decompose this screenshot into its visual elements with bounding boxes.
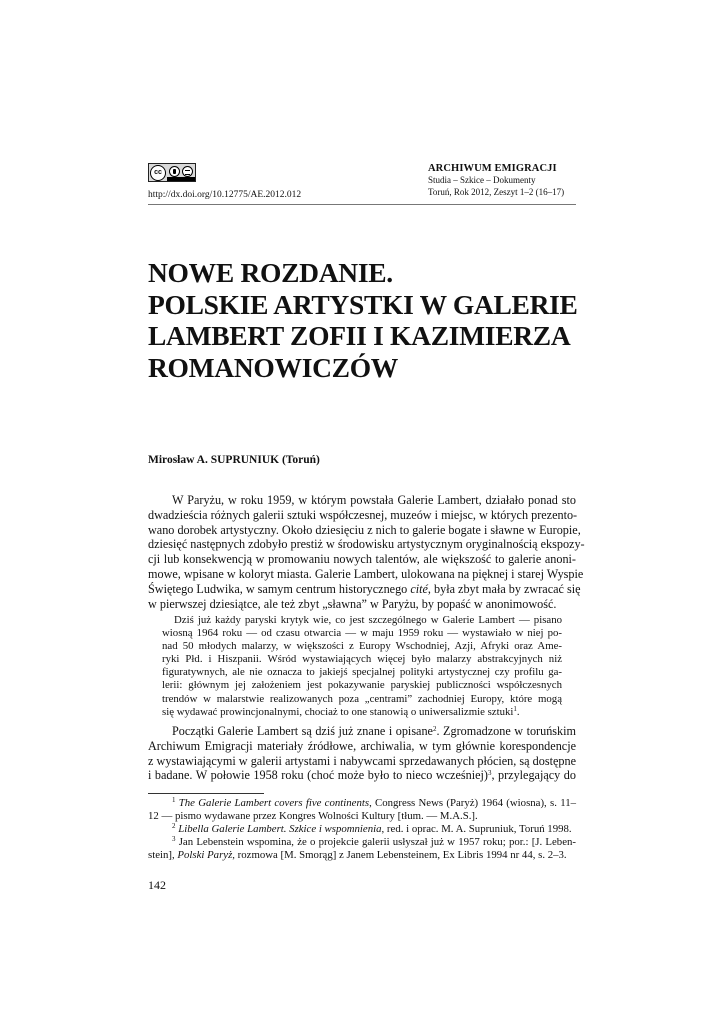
text-line: W Paryżu, w roku 1959, w którym powstała Galerie Lambert, działało ponad sto	[172, 493, 576, 507]
quote-line: lerii: głównym jej założeniem jest pokazywanie paryskiej publiczności współczesnych	[162, 679, 562, 692]
attribution-icon	[169, 166, 180, 177]
block-quote	[162, 614, 562, 719]
paragraph-2	[148, 724, 576, 783]
journal-issue: Toruń, Rok 2012, Zeszyt 1–2 (16–17)	[428, 187, 565, 197]
text-line: Archiwum Emigracji materiały źródłowe, archiwalia, w tym głównie korespondencje	[148, 738, 576, 753]
title-line: LAMBERT ZOFII I KAZIMIERZA	[148, 320, 571, 351]
license-strip	[167, 177, 195, 181]
text-line: wano dorobek artystyczny. Około dziesięciu z nich to galerie bogate i sławne w Europie,	[148, 522, 581, 537]
text-line: i badane. W połowie 1958 roku (choć może było to nieco wcześniej)$^3$, przylegający do	[148, 768, 576, 783]
text-line: mowe, wpisane w koloryt miasta. Galerie Lambert, ulokowana na pięknej i starej Wyspie	[148, 566, 584, 581]
footnotes	[148, 797, 576, 862]
quote-line: trendów w malarstwie realizowanych poza „centrami” zachodniej Europy, które mogą	[162, 692, 562, 705]
quote-line: nad 50 młodych malarzy, w większości z Europy Wschodniej, Azji, Afryki oraz Ame-	[162, 640, 562, 653]
header-rule	[148, 204, 576, 205]
footnote-1-cont: 12 — pismo wydawane przez Kongres Wolności Kultury [tłum. — M.A.S.].	[148, 810, 478, 823]
title-line: NOWE ROZDANIE.	[148, 257, 393, 288]
footnote-3-cont: stein], Polski Paryż, rozmowa [M. Smorąg] z Janem Lebensteinem, Ex Libris 1994 nr 44, s. 2–3.	[148, 849, 567, 862]
journal-info	[428, 163, 588, 198]
italic-term: cité	[410, 581, 428, 596]
article-title	[148, 257, 588, 383]
author-line: Mirosław A. SUPRUNIUK (Toruń)	[148, 454, 320, 466]
footnote-1: $^1$ The Galerie Lambert covers five continents, Congress News (Paryż) 1964 (wiosna), s. 11–	[172, 796, 576, 809]
text-line: z wystawiającymi w galerii artystami i nabywcami sprzedawanych płócien, są dostępne	[148, 753, 576, 768]
quote-line: Dziś już każdy paryski krytyk wie, co jest szczególnego w Galerie Lambert — pisano	[174, 614, 562, 626]
cc-license-badge[interactable]	[148, 163, 196, 182]
paragraph-1	[148, 493, 585, 611]
footnote-ref[interactable]: 2	[432, 725, 437, 733]
journal-subtitle: Studia – Szkice – Dokumenty	[428, 175, 536, 185]
text-line: Świętego Ludwika, w samym centrum historycznego cité, była zbyt mała by zwracać się	[148, 581, 581, 596]
doi-link[interactable]: http://dx.doi.org/10.12775/AE.2012.012	[148, 190, 302, 200]
title-line: POLSKIE ARTYSTKI W GALERIE	[148, 288, 578, 320]
quote-line: się wydawać prowincjonalnymi, chociaż to one stanowią o uniwersalizmie sztuki$^1$.	[162, 704, 520, 718]
page-number: 142	[148, 878, 166, 892]
quote-line: ryki Płd. i Hiszpanii. Wśród wystawiających więcej było malarzy abstrakcyjnych niż	[162, 653, 562, 666]
text-line: w pierwszej dziesiątce, ale też zbyt „sławna” w Paryżu, by popaść w anonimowość.	[148, 596, 557, 611]
footnote-3: $^3$ Jan Lebenstein wspomina, że o projekcie galerii usłyszał już w 1957 roku; por.: [J. Leben-	[172, 835, 576, 849]
quote-line: wiosną 1964 roku — od czasu otwarcia — w maju 1959 roku — wystawiało w niej po-	[162, 627, 562, 640]
no-derivatives-icon	[182, 166, 193, 177]
footnote-ref[interactable]: 1	[513, 704, 517, 713]
text-line: dziesięć następnych zdobyło prestiż w środowisku artystycznym oryginalnością ekspozy-	[148, 537, 585, 552]
journal-title: ARCHIWUM EMIGRACJI	[428, 163, 557, 174]
cc-icon: cc	[150, 165, 166, 181]
text-line: cji lub konsekwencją w promowaniu nowych talentów, ale większość to galerie anoni-	[148, 552, 576, 567]
text-line: Początki Galerie Lambert są dziś już znane i opisane$^2$. Zgromadzone w toruńskim	[172, 724, 577, 738]
title-line: ROMANOWICZÓW	[148, 351, 399, 383]
footnote-2: $^2$ Libella Galerie Lambert. Szkice i wspomnienia, red. i oprac. M. A. Supruniuk, Toruń 1998.	[172, 822, 572, 836]
text-line: dwadzieścia różnych galerii sztuki współczesnej, muzeów i miejsc, w których prezento-	[148, 507, 578, 522]
quote-line: figuratywnych, ale nie oznacza to jakiejś specjalnej polityki artystycznej czy profilu ga-	[162, 666, 562, 679]
footnote-rule	[148, 793, 264, 794]
footnote-ref[interactable]: 3	[487, 769, 492, 778]
